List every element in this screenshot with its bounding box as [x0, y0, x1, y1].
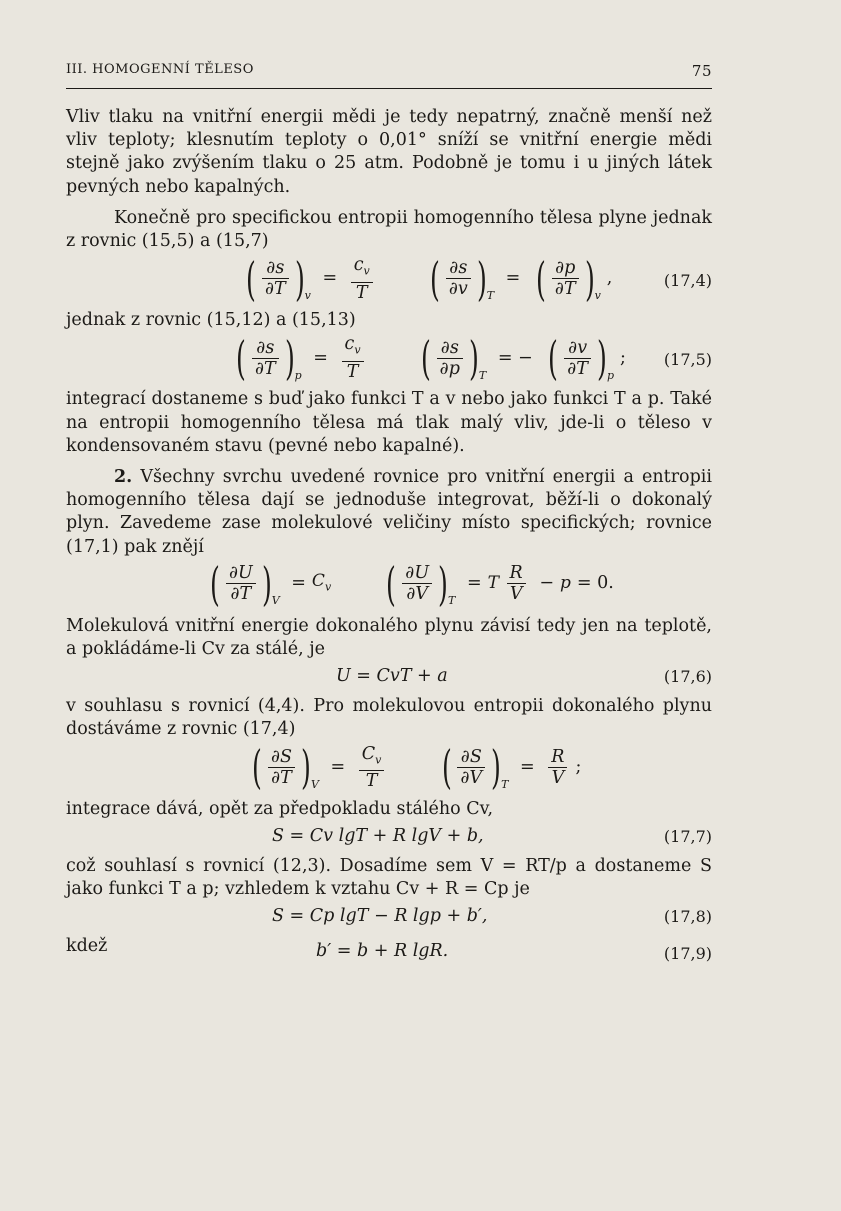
paragraph: integrací dostaneme s buď jako funkci T a v nebo jako funkci T a p. Také na entropii homogenního tělesa má tlak malý vliv, jde-li o těleso v kondensovaném stavu (pevné nebo kapalné).: [66, 389, 712, 456]
paragraph-text: Všechny svrchu uvedené rovnice pro vnitřní energii a entropii homogenního tělesa dají se jednoduše integrovat, běží-li o dokonalý plyn. Zavedeme zase molekulové veličiny místo specifických; rovnice (17,1) pak znějí: [66, 467, 712, 557]
paragraph: jednak z rovnic (15,12) a (15,13): [66, 310, 356, 331]
section-number: 2.: [114, 467, 133, 488]
equation-math: b′ = b + R lgR.: [316, 941, 449, 962]
equation-math: ( $\frac{\partial S}{\partial T}$ )$_V$ = $\frac{C_v}{T}$ ( $\frac{\partial S}{\partial V}$ )$_T$ = $\frac{R}{V}$ ;: [252, 740, 582, 795]
equation-number: (17,6): [663, 667, 712, 687]
paragraph: Molekulová vnitřní energie dokonalého plynu závisí tedy jen na teplotě, a pokládáme-li Cv za stálé, je: [66, 615, 712, 660]
equation-17-6: [66, 663, 712, 691]
equation-math: U = CvT + a: [336, 666, 448, 687]
page-number: 75: [691, 62, 712, 80]
equation-number: (17,5): [663, 350, 712, 370]
paragraph: což souhlasí s rovnicí (12,3). Dosadíme sem V = RT/p a dostaneme S jako funkci T a p; vzhledem k vztahu Cv + R = Cp je: [66, 855, 712, 900]
paragraph: v souhlasu s rovnicí (4,4). Pro molekulovou entropii dokonalého plynu dostáváme z rovnic (17,4): [66, 696, 712, 740]
paragraph: Vliv tlaku na vnitřní energii mědi je tedy nepatrný, značně menší než vliv teploty; klesnutím teploty o 0,01° sníží se vnitřní energie mědi stejně jako zvýšením tlaku o 25 atm. Podobně je tomu i u jiných látek pevných nebo kapalných.: [66, 107, 712, 197]
equation-17-5: [66, 331, 712, 386]
header-rule: [66, 88, 712, 89]
equation-number: (17,8): [663, 907, 712, 927]
equation-number: (17,7): [663, 826, 712, 846]
paragraph: Konečně pro specifickou entropii homogenního tělesa plyne jednak z rovnic (15,5) a (15,7): [66, 207, 712, 252]
equation-math: ( $\frac{\partial s}{\partial T}$ )$_p$ = $\frac{c_v}{T}$ ( $\frac{\partial s}{\partial p}$ )$_T$ = − ( $\frac{\partial v}{\partial T}$ )$_p$;: [236, 331, 626, 386]
equation-17-1: [66, 556, 712, 611]
page-body: [66, 106, 712, 992]
equation-math: S = Cv lgT + R lgV + b,: [272, 825, 484, 846]
chapter-title: III. HOMOGENNÍ TĚLESO: [66, 62, 254, 77]
equation-number: (17,4): [663, 271, 712, 291]
equation-number: (17,9): [663, 944, 712, 964]
paragraph: kdež: [66, 936, 108, 957]
equation-17-8: [66, 903, 712, 931]
equation-17-4: [66, 251, 712, 306]
equation-math: S = Cp lgT − R lgp + b′,: [272, 906, 488, 927]
equation-17-4-gas: [66, 740, 712, 795]
equation-17-7: [66, 823, 712, 851]
equation-math: ( $\frac{\partial U}{\partial T}$ )$_V = C_v$ ( $\frac{\partial U}{\partial V}$ )$_T = T$ $\frac{R}{V}$ − p = 0.: [210, 556, 614, 611]
equation-math: ( $\frac{\partial s}{\partial T}$ )$_v$ = $\frac{c_v}{T}$ ( $\frac{\partial s}{\partial v}$ )$_T$ = ( $\frac{\partial p}{\partial T}$ )$_v$,: [246, 251, 613, 306]
paragraph: [66, 466, 712, 559]
paragraph: integrace dává, opět za předpokladu stálého Cv,: [66, 798, 494, 819]
